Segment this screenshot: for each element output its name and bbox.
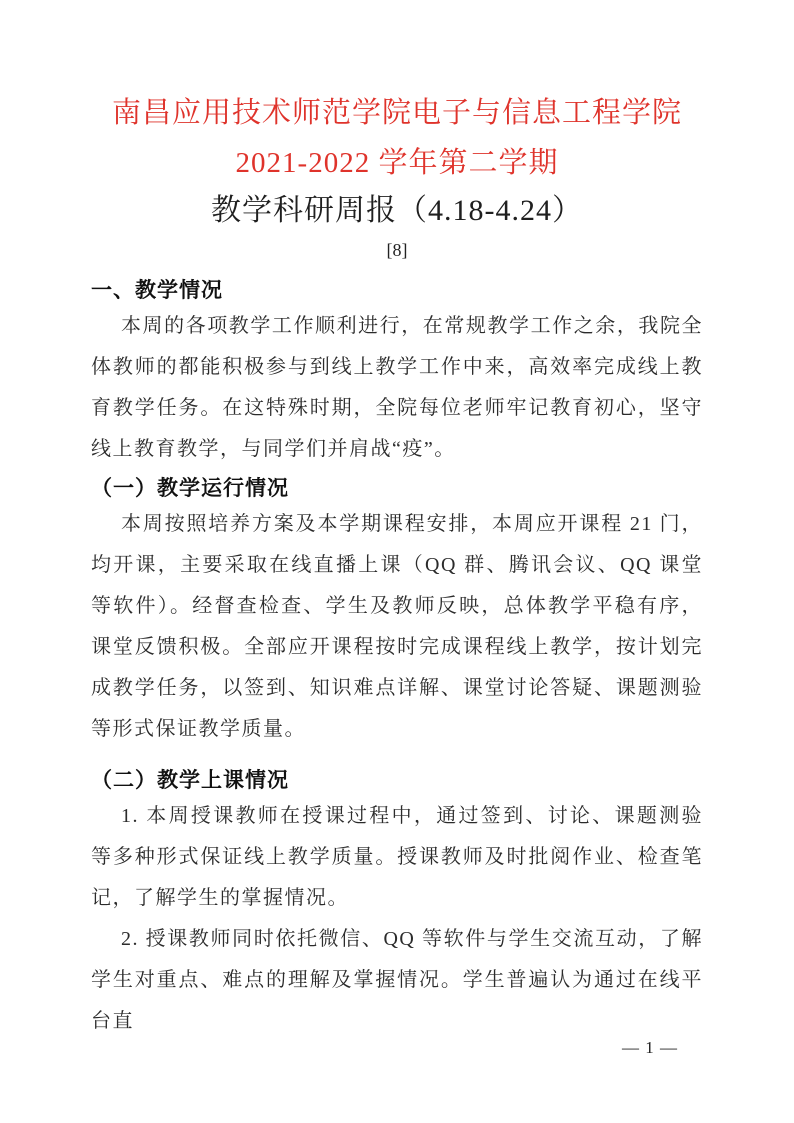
paragraph-class-status-2: 2. 授课教师同时依托微信、QQ 等软件与学生交流互动，了解学生对重点、难点的理解及掌握情况。学生普遍认为通过在线平台直	[91, 928, 703, 1032]
document-content	[91, 88, 703, 1042]
section-heading-class-status: （二）教学上课情况	[91, 768, 289, 792]
section-heading-teaching-overview: 一、教学情况	[91, 278, 223, 302]
page-number: — 1 —	[622, 1038, 678, 1057]
paragraph-teaching-overview: 本周的各项教学工作顺利进行，在常规教学工作之余，我院全体教师的都能积极参与到线上教学工作中来，高效率完成线上教育教学任务。在这特殊时期，全院每位老师牢记教育初心，坚守线上教育教学，与同学们并肩战“疫”。	[91, 315, 703, 460]
document-title-line1: 南昌应用技术师范学院电子与信息工程学院	[111, 97, 682, 129]
section-heading-teaching-operation: （一）教学运行情况	[91, 476, 289, 500]
document-subtitle: 教学科研周报（4.18-4.24）	[211, 194, 583, 227]
paragraph-teaching-operation: 本周按照培养方案及本学期课程安排，本周应开课程 21 门，均开课，主要采取在线直播上课（QQ 群、腾讯会议、QQ 课堂等软件）。经督查检查、学生及教师反映，总体教学平稳有序，课堂反馈积极。全部应开课程按时完成课程线上教学，按计划完成教学任务，以签到、知识难点详解、课堂讨论答疑、课题测验等形式保证教学质量。	[91, 513, 703, 740]
document-title-line2: 2021-2022 学年第二学期	[235, 147, 559, 179]
issue-number: [8]	[386, 240, 408, 260]
paragraph-class-status-1: 1. 本周授课教师在授课过程中，通过签到、讨论、课题测验等多种形式保证线上教学质量。授课教师及时批阅作业、检查笔记，了解学生的掌握情况。	[91, 805, 703, 909]
